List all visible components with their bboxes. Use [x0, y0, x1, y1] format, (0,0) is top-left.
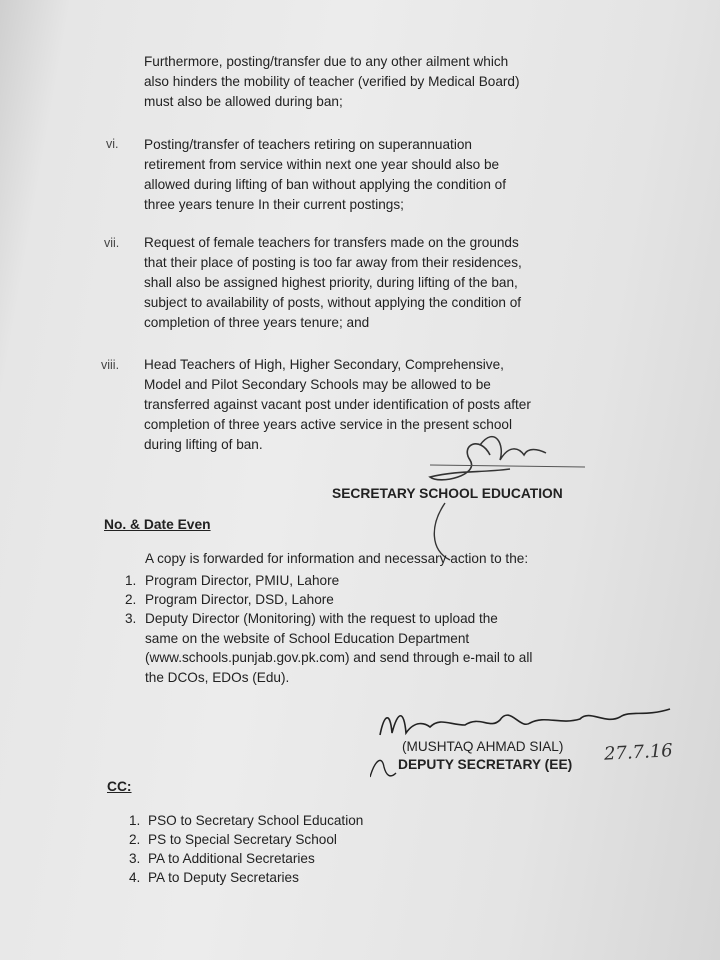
text-line: same on the website of School Education Department: [145, 630, 470, 646]
text-line: must also be allowed during ban;: [144, 94, 343, 109]
text-line: three years tenure In their current postings;: [144, 197, 404, 212]
text-line: (www.schools.punjab.gov.pk.com) and send through e-mail to all: [145, 650, 533, 665]
text-line: shall also be assigned highest priority, during lifting of the ban,: [144, 275, 518, 290]
forward-item-number: 1.: [125, 573, 137, 588]
text-line: Head Teachers of High, Higher Secondary, Comprehensive,: [144, 357, 504, 372]
cc-item-4: PA to Deputy Secretaries: [148, 870, 299, 885]
forward-item-1: Program Director, PMIU, Lahore: [145, 573, 340, 588]
signatory-2-title: DEPUTY SECRETARY (EE): [398, 757, 573, 772]
text-line: Deputy Director (Monitoring) with the request to upload the: [145, 611, 498, 626]
cc-item-1: PSO to Secretary School Education: [148, 813, 364, 828]
text-line: Request of female teachers for transfers made on the grounds: [144, 235, 519, 250]
handwritten-date: 27.7.16: [603, 740, 674, 765]
cc-item-number: 3.: [129, 851, 141, 866]
reference-label: No. & Date Even: [104, 517, 211, 532]
forward-item-number: 3.: [125, 611, 137, 626]
forwarding-intro: A copy is forwarded for information and necessary action to the:: [145, 551, 529, 566]
paragraph-intro: [144, 52, 590, 112]
cc-item-number: 2.: [129, 832, 141, 847]
paragraph-vii: [144, 233, 594, 333]
text-line: the DCOs, EDOs (Edu).: [145, 669, 290, 685]
signatory-2-name: (MUSHTAQ AHMAD SIAL): [402, 739, 564, 754]
forward-item-number: 2.: [125, 592, 137, 607]
forward-item-2: Program Director, DSD, Lahore: [145, 592, 334, 607]
text-line: during lifting of ban.: [144, 437, 263, 452]
text-line: completion of three years tenure; and: [144, 315, 370, 330]
text-line: also hinders the mobility of teacher (verified by Medical Board): [144, 74, 520, 89]
forward-item-3: [145, 609, 603, 687]
item-numeral-vii: vii.: [104, 236, 120, 250]
text-line: transferred against vacant post under identification of posts after: [144, 397, 531, 412]
item-numeral-vi: vi.: [106, 137, 119, 151]
text-line: allowed during lifting of ban without applying the condition of: [144, 177, 506, 192]
text-line: subject to availability of posts, without applying the condition of: [144, 295, 522, 310]
text-line: that their place of posting is too far away from their residences,: [144, 255, 522, 270]
text-line: retirement from service within next one year should also be: [144, 157, 500, 172]
item-numeral-viii: viii.: [101, 358, 120, 372]
cc-item-2: PS to Special Secretary School: [148, 832, 337, 847]
cc-item-number: 1.: [129, 813, 141, 828]
text-line: Model and Pilot Secondary Schools may be allowed to be: [144, 377, 491, 392]
signatory-1-title: SECRETARY SCHOOL EDUCATION: [332, 486, 563, 501]
text-line: Furthermore, posting/transfer due to any other ailment which: [144, 54, 509, 69]
text-line: completion of three years active service in the present school: [144, 417, 512, 432]
cc-label: CC:: [107, 779, 132, 794]
cc-item-3: PA to Additional Secretaries: [148, 851, 315, 866]
paragraph-vi: [144, 135, 590, 215]
cc-item-number: 4.: [129, 870, 141, 885]
text-line: Posting/transfer of teachers retiring on superannuation: [144, 137, 472, 152]
